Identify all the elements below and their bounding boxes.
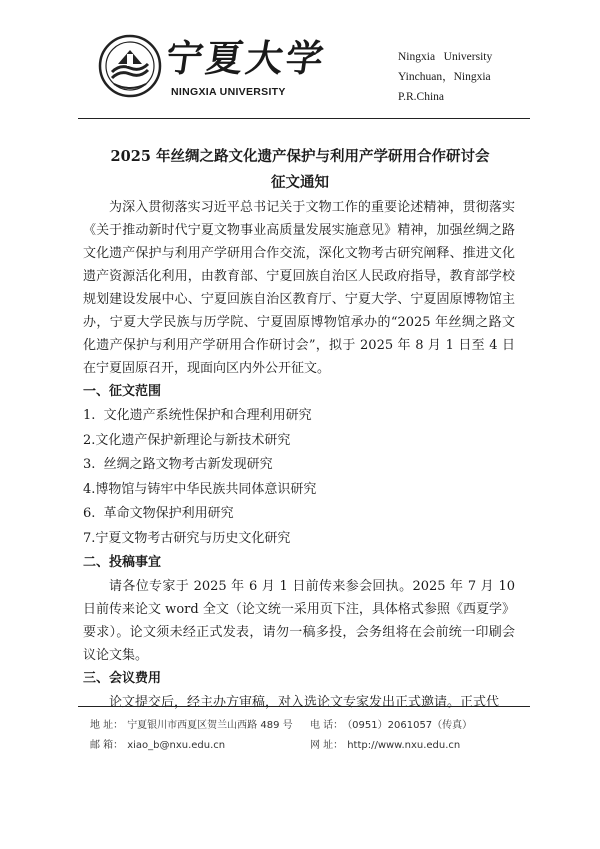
footer-value: （0951）2061057（传真） <box>347 720 473 731</box>
footer-address <box>90 716 293 731</box>
footer-email <box>90 736 225 751</box>
list-item: 4.博物馆与铸牢中华民族共同体意识研究 <box>83 481 317 497</box>
university-name-en: NINGXIA UNIVERSITY <box>171 86 286 98</box>
address-line: P.R.China <box>398 91 445 103</box>
footer-value: xiao_b@nxu.edu.cn <box>127 740 226 751</box>
footer-website <box>310 736 460 751</box>
list-item: 2.文化遗产保护新理论与新技术研究 <box>83 432 291 448</box>
document-subtitle: 征文通知 <box>271 174 329 191</box>
section-heading: 一、征文范围 <box>83 384 162 399</box>
list-item: 1. 文化遗产系统性保护和合理利用研究 <box>83 408 312 423</box>
footer-label: 地 址： <box>90 720 124 731</box>
section-heading: 三、会议费用 <box>83 671 162 686</box>
address-line: Ningxia University <box>398 51 493 63</box>
footer-label: 邮 箱： <box>90 740 124 751</box>
list-item: 3. 丝绸之路文物考古新发现研究 <box>83 457 273 472</box>
footer-phone <box>310 716 472 731</box>
document-title: 2025 年丝绸之路文化遗产保护与利用产学研用合作研讨会 <box>110 148 490 165</box>
section-heading: 二、投稿事宜 <box>83 555 162 570</box>
section-paragraph: 论文提交后，经主办方审稿，对入选论文专家发出正式邀请。正式代 <box>109 695 500 710</box>
address-line: Yinchuan，Ningxia <box>398 71 491 83</box>
document-body <box>83 196 515 714</box>
footer-label: 电 话： <box>310 720 344 731</box>
list-item: 7.宁夏文物考古研究与历史文化研究 <box>83 530 291 546</box>
footer-value: 宁夏银川市西夏区贺兰山西路 489 号 <box>127 720 293 731</box>
header-divider <box>78 118 530 119</box>
footer-label: 网 址： <box>310 740 344 751</box>
footer-divider <box>78 706 530 707</box>
section-paragraph: 请各位专家于 2025 年 6 月 1 日前传来参会回执。2025 年 7 月 10 日前传来论文 word 全文（论文统一采用页下注，具体格式参照《西夏学》要求）。论文须未经正式发表，请勿一稿多投，会务组将在会前统一印刷会议论文集。 <box>83 579 515 663</box>
list-item: 6. 革命文物保护利用研究 <box>83 506 234 521</box>
intro-paragraph: 为深入贯彻落实习近平总书记关于文物工作的重要论述精神，贯彻落实《关于推动新时代宁夏文物事业高质量发展实施意见》精神，加强丝绸之路文化遗产保护与利用产学研用合作交流，深化文物考古研究阐释、推进文化遗产资源活化利用，由教育部、宁夏回族自治区人民政府指导，教育部学校规划建设发展中心、宁夏回族自治区教育厅、宁夏大学、宁夏固原博物馆主办，宁夏大学民族与历学院、宁夏固原博物馆承办的“2025 年丝绸之路文化遗产保护与利用产学研用合作研讨会”，拟于 2025 年 8 月 1 日至 4 日在宁夏固原召开，现面向区内外公开征文。 <box>83 200 515 376</box>
footer-value: http://www.nxu.edu.cn <box>347 740 461 751</box>
university-emblem-icon <box>98 34 162 98</box>
letterhead-address <box>398 47 492 107</box>
university-name-cn: 宁夏大学 <box>162 36 330 80</box>
